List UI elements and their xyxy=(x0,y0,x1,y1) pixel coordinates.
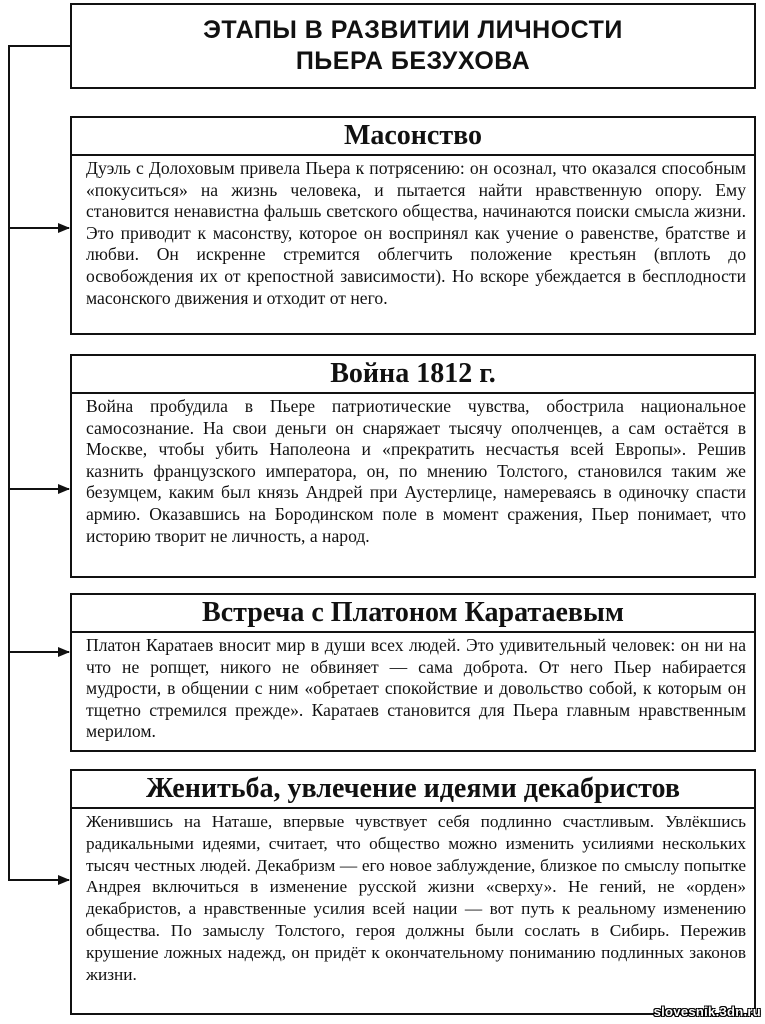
section-heading: Масонство xyxy=(72,118,754,156)
section-masonry xyxy=(70,116,756,335)
section-heading: Встреча с Платоном Каратаевым xyxy=(72,595,754,633)
section-text: Платон Каратаев вносит мир в души всех людей. Это удивительный человек: он ни на что не ропщет, никого не обвиняет — сама доброта. От него Пьер набирается мудрости, в общении с ним «обретает спокойствие и довольство собой, к которым он тщетно стремился прежде». Каратаев становится для Пьера главным нравственным мерилом. xyxy=(86,635,746,742)
section-text: Дуэль с Долоховым привела Пьера к потрясению: он осознал, что оказался способным «покуситься» на жизнь человека, и пытается найти нравственную опору. Ему становится ненавистна фальшь светского общества, начинаются поиски смысла жизни. Это приводит к масонству, которое он воспринял как учение о равенстве, братстве и любви. Он искренне стремится облегчить положение крестьян (вплоть до освобождения их от крепостной зависимости). Но вскоре убеждается в бесплодности масонского движения и отходит от него. xyxy=(86,158,746,308)
section-marriage-decembrists xyxy=(70,769,756,1015)
connector-arrows xyxy=(0,0,70,1024)
title-line-1: ЭТАПЫ В РАЗВИТИИ ЛИЧНОСТИ xyxy=(203,16,623,44)
section-text: Женившись на Наташе, впервые чувствует себя подлинно счастливым. Увлёкшись радикальными идеями, считает, что общество можно изменить усилиями нескольких тысяч честных людей. Декабризм — его новое заблуждение, близкое по смыслу попытке Андрея включиться в изменение русской жизни «сверху». Не гений, не «орден» декабристов, а нравственные усилия всей нации — вот путь к реальному изменению общества. По замыслу Толстого, героя должны были сослать в Сибирь. Пережив крушение ложных надежд, он придёт к окончательному пониманию подлинных законов жизни. xyxy=(86,812,746,984)
section-karataev xyxy=(70,593,756,752)
section-heading: Война 1812 г. xyxy=(72,356,754,394)
section-text: Война пробудила в Пьере патриотические чувства, обострила национальное самосознание. На свои деньги он снаряжает тысячу ополченцев, а сам остаётся в Москве, чтобы убить Наполеона и «прекратить несчастья всей Европы». Решив казнить французского императора, он, по мнению Толстого, становился таким же безумцем, каким был князь Андрей при Аустерлице, намереваясь в одиночку спасти армию. Оказавшись на Бородинском поле в момент сражения, Пьер понимает, что историю творит не личность, а народ. xyxy=(86,396,746,546)
section-war-1812 xyxy=(70,354,756,578)
page-title xyxy=(70,3,756,89)
title-line-2: ПЬЕРА БЕЗУХОВА xyxy=(295,47,531,75)
section-heading: Женитьба, увлечение идеями декабристов xyxy=(72,771,754,809)
watermark: slovesnik.3dn.ru xyxy=(653,1004,761,1019)
